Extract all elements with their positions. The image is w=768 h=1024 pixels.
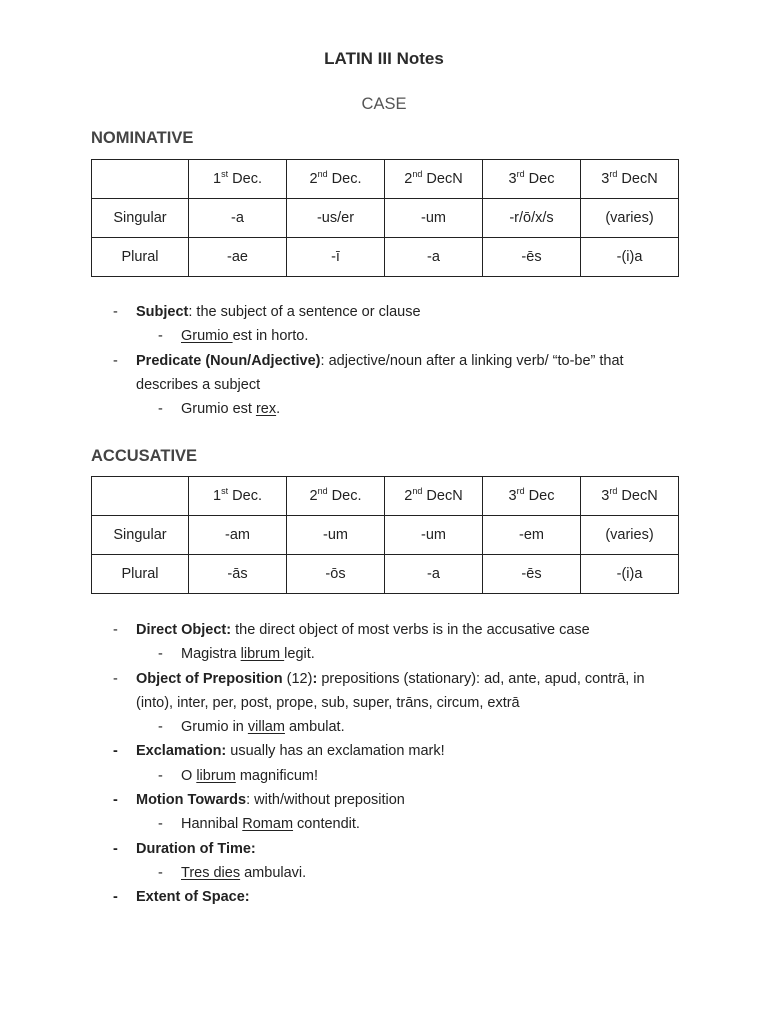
list-item: - Extent of Space: [0, 885, 768, 909]
bullet: - [158, 646, 163, 663]
table-row [92, 238, 679, 277]
accusative-table [91, 476, 679, 594]
list-subitem: - Tres dies ambulavi. [0, 861, 768, 885]
column-header: 2nd DecN [385, 160, 483, 199]
list-item: - Subject: the subject of a sentence or clause [0, 300, 768, 324]
table-cell: -a [189, 199, 287, 238]
table-cell: -r/ō/x/s [483, 199, 581, 238]
nominative-table [91, 159, 679, 277]
list-item: - Duration of Time: [0, 837, 768, 861]
list-item: - Motion Towards: with/without preposition [0, 788, 768, 812]
table-cell: -a [385, 238, 483, 277]
table-cell: -am [189, 516, 287, 555]
nominative-heading: NOMINATIVE [91, 129, 194, 147]
table-header-row [92, 160, 679, 199]
table-corner-cell [92, 160, 189, 199]
table-cell: (varies) [581, 199, 679, 238]
list-item: - Object of Preposition (12): prepositions (stationary): ad, ante, apud, contrā, in [0, 667, 768, 691]
accusative-notes [0, 618, 768, 910]
bullet: - [113, 304, 118, 320]
table-cell: -ās [189, 555, 287, 594]
list-item: - Direct Object: the direct object of most verbs is in the accusative case [0, 618, 768, 642]
table-cell: -um [385, 199, 483, 238]
document-subtitle: CASE [361, 95, 407, 113]
bullet: - [158, 864, 163, 881]
table-cell: -ēs [483, 555, 581, 594]
bullet: - [158, 401, 163, 418]
list-item-continuation: (into), inter, per, post, prope, sub, super, trāns, circum, extrā [136, 694, 520, 711]
row-label: Singular [92, 199, 189, 238]
table-cell: -em [483, 516, 581, 555]
list-subitem: - Grumio est in horto. [0, 324, 768, 348]
bullet: - [158, 719, 163, 736]
table-row [92, 199, 679, 238]
column-header: 3rd DecN [581, 160, 679, 199]
list-subitem: - Hannibal Romam contendit. [0, 812, 768, 836]
table-cell: -um [287, 516, 385, 555]
bullet: - [113, 670, 118, 687]
column-header: 1st Dec. [189, 477, 287, 516]
list-subitem: - Grumio in villam ambulat. [0, 715, 768, 739]
column-header: 3rd Dec [483, 160, 581, 199]
bullet: - [113, 622, 118, 638]
table-cell: -us/er [287, 199, 385, 238]
document-title: LATIN III Notes [324, 49, 444, 68]
table-cell: (varies) [581, 516, 679, 555]
nominative-notes [0, 300, 768, 421]
list-item: - Exclamation: usually has an exclamation mark! [0, 739, 768, 763]
bullet: - [113, 743, 118, 760]
table-row [92, 516, 679, 555]
bullet: - [113, 889, 118, 906]
accusative-heading: ACCUSATIVE [91, 447, 198, 465]
table-cell: -(i)a [581, 555, 679, 594]
column-header: 2nd Dec. [287, 477, 385, 516]
row-label: Plural [92, 555, 189, 594]
table-cell: -ae [189, 238, 287, 277]
column-header: 3rd Dec [483, 477, 581, 516]
table-row [92, 555, 679, 594]
list-subitem: - O librum magnificum! [0, 764, 768, 788]
table-cell: -(i)a [581, 238, 679, 277]
table-cell: -ēs [483, 238, 581, 277]
list-subitem: - Magistra librum legit. [0, 642, 768, 666]
list-item-continuation: describes a subject [136, 376, 261, 393]
bullet: - [113, 792, 118, 809]
bullet: - [158, 328, 163, 345]
table-cell: -ōs [287, 555, 385, 594]
table-cell: -um [385, 516, 483, 555]
table-cell: -ī [287, 238, 385, 277]
bullet: - [113, 352, 118, 369]
row-label: Singular [92, 516, 189, 555]
column-header: 2nd DecN [385, 477, 483, 516]
row-label: Plural [92, 238, 189, 277]
bullet: - [113, 840, 118, 857]
column-header: 3rd DecN [581, 477, 679, 516]
bullet: - [158, 767, 163, 784]
list-subitem: - Grumio est rex. [0, 397, 768, 421]
table-header-row [92, 477, 679, 516]
column-header: 1st Dec. [189, 160, 287, 199]
bullet: - [158, 816, 163, 833]
list-item: - Predicate (Noun/Adjective): adjective/noun after a linking verb/ “to-be” that [0, 349, 768, 373]
column-header: 2nd Dec. [287, 160, 385, 199]
table-cell: -a [385, 555, 483, 594]
table-corner-cell [92, 477, 189, 516]
